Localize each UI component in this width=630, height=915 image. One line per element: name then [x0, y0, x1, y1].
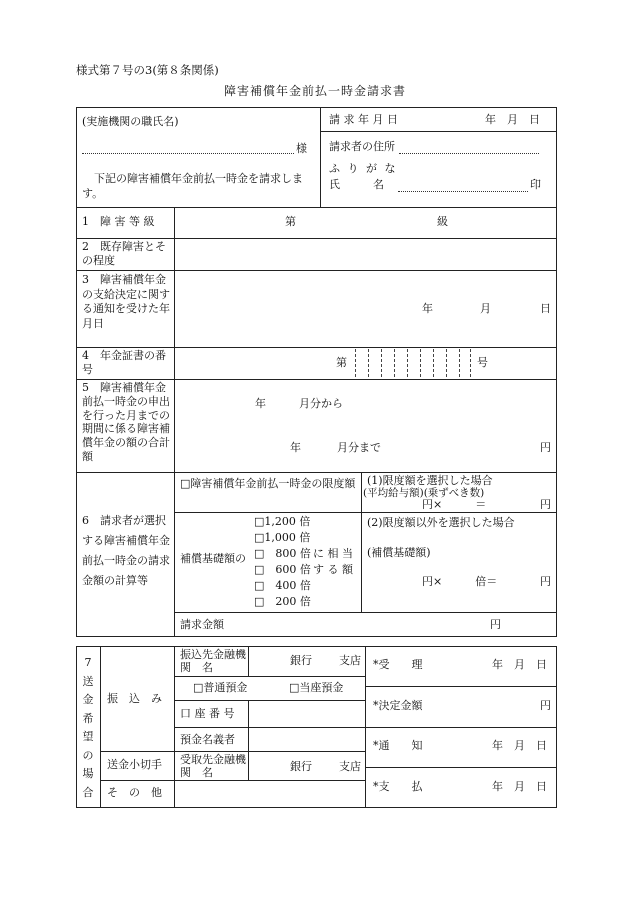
- decided-amount-label: *決定金額: [373, 699, 423, 712]
- paid-label: *支 払: [373, 780, 423, 793]
- digit-separator: [459, 349, 460, 377]
- digit-separator: [381, 349, 382, 377]
- divider: [365, 686, 557, 687]
- divider: [100, 780, 365, 781]
- divider: [365, 767, 557, 768]
- decision-month[interactable]: 月: [480, 302, 491, 315]
- digit-separator: [355, 349, 356, 377]
- date-label: 請 求 年 月 日: [329, 113, 398, 126]
- receive-ginko[interactable]: 銀行: [290, 760, 312, 773]
- divider: [365, 727, 557, 728]
- divider: [174, 612, 557, 613]
- divider: [174, 700, 365, 701]
- name-field[interactable]: [398, 191, 528, 192]
- divider: [76, 238, 557, 239]
- divider: [76, 347, 557, 348]
- period-from-month[interactable]: 月分から: [299, 397, 343, 410]
- seal-mark: 印: [530, 178, 541, 191]
- digit-separator: [394, 349, 395, 377]
- digit-separator: [433, 349, 434, 377]
- case2-calc[interactable]: 円× 倍＝: [422, 575, 498, 588]
- account-number-label: 口 座 番 号: [180, 707, 235, 720]
- address-field[interactable]: [399, 153, 539, 154]
- form-title: 障害補償年金前払一時金請求書: [223, 84, 406, 98]
- case1-calc[interactable]: 円× ＝: [422, 498, 487, 511]
- name-label: 氏 名: [329, 178, 384, 191]
- calc-label: 6 請求者が選択する障害補償年金前払一時金の請求金額の計算等: [82, 514, 170, 587]
- mult-200-checkbox[interactable]: □ 200 倍: [254, 595, 311, 608]
- divider: [361, 512, 557, 513]
- form-number: 様式第７号の3(第８条関係): [76, 63, 219, 77]
- decided-amount-yen[interactable]: 円: [540, 699, 551, 712]
- period-to-year[interactable]: 年: [290, 441, 301, 454]
- futsu-checkbox[interactable]: □普通預金: [193, 681, 248, 694]
- notified-date[interactable]: 年 月 日: [492, 739, 547, 752]
- divider: [174, 207, 175, 637]
- mult-600-checkbox[interactable]: □ 600 倍: [254, 563, 311, 576]
- existing-disability-label: 2 既存障害とその程度: [82, 240, 166, 267]
- received-label: *受 理: [373, 658, 423, 671]
- account-holder-label: 預金名義者: [180, 733, 235, 746]
- receive-shiten[interactable]: 支店: [339, 760, 361, 773]
- receive-bank-label: 受取先金融機 関 名: [180, 753, 257, 779]
- mult-400-checkbox[interactable]: □ 400 倍: [254, 579, 311, 592]
- request-text: 下記の障害補償年金前払一時金を請求します。: [82, 172, 303, 200]
- total-amount-label: 請求金額: [180, 618, 224, 631]
- furigana-label: ふ り が な: [329, 162, 398, 175]
- case1-title: (1)限度額を選択した場合: [367, 474, 493, 487]
- divider: [361, 472, 362, 612]
- kogitte-label: 送金小切手: [107, 758, 162, 771]
- soutou-text-1: に 相 当: [313, 547, 353, 560]
- notified-label: *通 知: [373, 739, 423, 752]
- divider: [76, 207, 557, 208]
- kiso-label: 補償基礎額の: [180, 552, 246, 565]
- paid-date[interactable]: 年 月 日: [492, 780, 547, 793]
- period-from-year[interactable]: 年: [255, 397, 266, 410]
- certificate-number-label: 4 年金証書の番号: [82, 349, 166, 376]
- certificate-go: 号: [477, 356, 488, 369]
- divider: [100, 646, 101, 808]
- period-to-month[interactable]: 月分まで: [337, 441, 381, 454]
- decision-date-label: 3 障害補償年金の支給決定に関する通知を受けた年月日: [82, 273, 170, 330]
- grade-dai: 第: [285, 215, 296, 228]
- date-ymd[interactable]: 年 月 日: [485, 113, 540, 126]
- addressee-field[interactable]: [82, 153, 294, 154]
- total-amount-yen[interactable]: 円: [490, 618, 501, 631]
- case2-kiso: (補償基礎額): [367, 546, 431, 559]
- certificate-dai: 第: [336, 356, 347, 369]
- grade-kyu: 級: [437, 215, 448, 228]
- divider: [174, 727, 365, 728]
- received-date[interactable]: 年 月 日: [492, 658, 547, 671]
- limit-option-checkbox[interactable]: □障害補償年金前払一時金の限度額: [180, 477, 356, 490]
- case1-yen: 円: [540, 498, 551, 511]
- digit-separator: [368, 349, 369, 377]
- sama-text: 様: [296, 142, 307, 155]
- decision-day[interactable]: 日: [540, 302, 551, 315]
- divider: [320, 107, 321, 207]
- divider: [248, 700, 249, 780]
- case2-title: (2)限度額以外を選択した場合: [367, 516, 515, 529]
- toza-checkbox[interactable]: □当座預金: [289, 681, 344, 694]
- case2-yen: 円: [540, 575, 551, 588]
- digit-separator: [470, 349, 471, 377]
- divider: [100, 751, 365, 752]
- divider: [76, 472, 557, 473]
- addressee-label: (実施機関の職氏名): [82, 115, 179, 128]
- bank-ginko[interactable]: 銀行: [290, 654, 312, 667]
- digit-separator: [407, 349, 408, 377]
- digit-separator: [420, 349, 421, 377]
- other-label: そ の 他: [107, 786, 162, 799]
- soutou-text-2: す る 額: [313, 563, 353, 576]
- address-label: 請求者の住所: [329, 140, 395, 153]
- divider: [76, 270, 557, 271]
- divider: [174, 512, 361, 513]
- mult-800-checkbox[interactable]: □ 800 倍: [254, 547, 311, 560]
- grade-label: 1 障 害 等 級: [82, 215, 155, 228]
- divider: [76, 379, 557, 380]
- divider: [174, 676, 365, 677]
- digit-separator: [446, 349, 447, 377]
- remittance-vertical-label: 7送金希望の場合: [82, 656, 94, 799]
- divider: [320, 131, 557, 132]
- mult-1000-checkbox[interactable]: □1,000 倍: [254, 531, 311, 544]
- case1-formula: (平均給与額)(乗ずべき数): [363, 487, 485, 499]
- decision-year[interactable]: 年: [422, 302, 433, 315]
- bank-name-label: 振込先金融機 関 名: [180, 648, 257, 674]
- furikomi-label: 振 込 み: [107, 692, 162, 705]
- bank-shiten[interactable]: 支店: [339, 654, 361, 667]
- pension-total-yen: 円: [540, 441, 551, 454]
- mult-1200-checkbox[interactable]: □1,200 倍: [254, 515, 311, 528]
- pension-total-label: 5 障害補償年金前払一時金の申出を行った月までの期間に係る障害補償年金の額の合計額: [82, 381, 170, 463]
